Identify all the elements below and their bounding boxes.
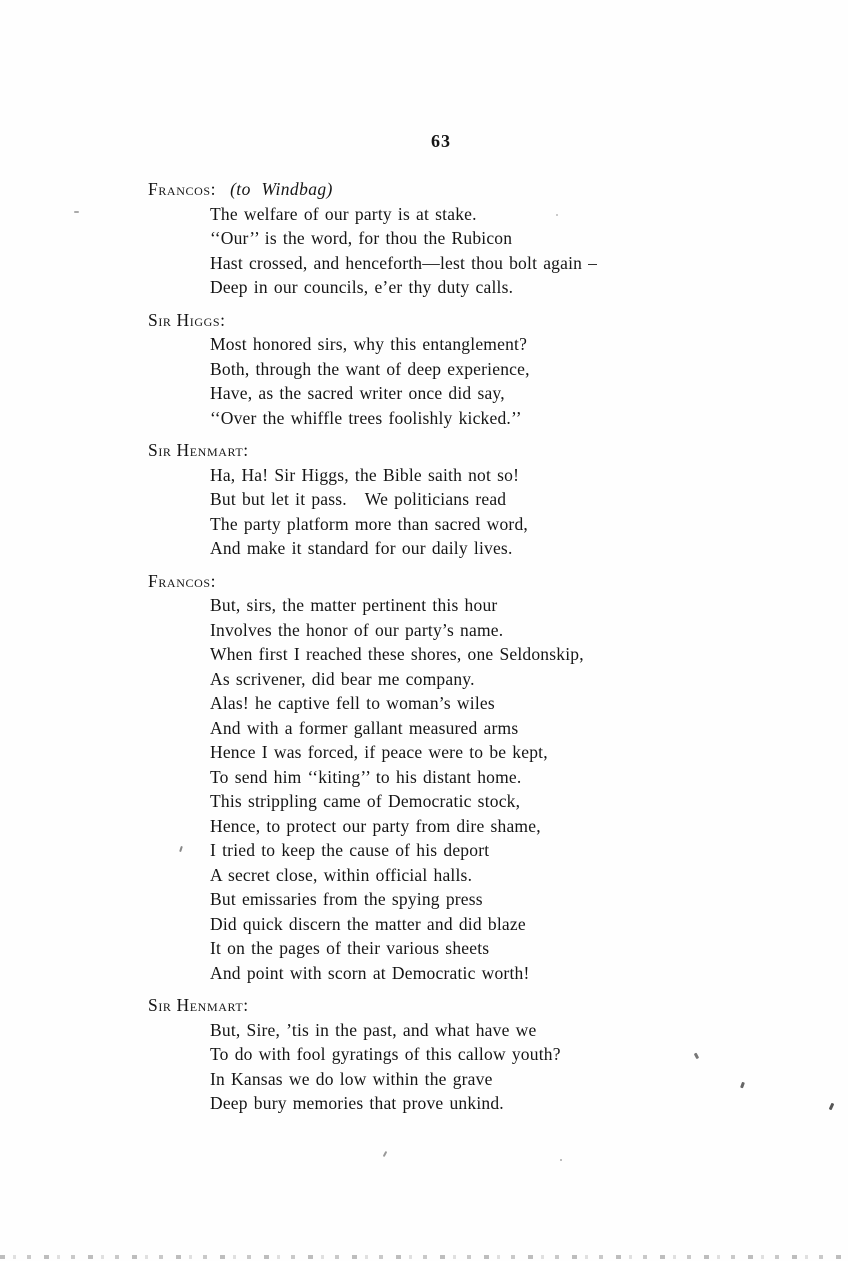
verse-line: But, Sire, ’tis in the past, and what have we [210,1019,537,1040]
verse-line: Did quick discern the matter and did blaze [210,913,526,934]
verse-line: And point with scorn at Democratic worth! [210,962,530,983]
verse-line: ‘‘Our’’ is the word, for thou the Rubicon [210,228,513,248]
scan-edge-artifact [0,1255,848,1259]
scan-speck [383,1151,388,1157]
verse-line: Hast crossed, and henceforth—lest thou bolt again – [210,252,598,273]
speaker-name: Francos: [148,179,217,199]
verse-line: Both, through the want of deep experience, [210,358,530,379]
verse-line: This strippling came of Democratic stock, [210,791,521,811]
verse-lines [210,332,818,430]
speaker-line [148,308,818,333]
speech-block [148,177,818,300]
verse-line: As scrivener, did bear me company. [210,668,475,689]
speaker-name: Sir Henmart: [148,995,249,1015]
verse-line: When first I reached these shores, one Seldonskip, [210,644,584,664]
verse-line: Hence, to protect our party from dire shame, [210,815,541,836]
stage-direction: (to Windbag) [230,179,333,199]
verse-line: And with a former gallant measured arms [210,717,519,738]
verse-lines [210,593,818,985]
verse-line: Involves the honor of our party’s name. [210,619,504,640]
speaker-name: Sir Higgs: [148,309,226,330]
verse-line: Have, as the sacred writer once did say, [210,383,505,403]
speeches [148,177,818,1124]
verse-line: Alas! he captive fell to woman’s wiles [210,693,495,713]
speaker-line [148,438,818,463]
speaker-name: Sir Henmart: [148,440,249,460]
speaker-line [148,177,818,202]
verse-line: Most honored sirs, why this entanglement? [210,334,528,354]
speech-block [148,308,818,431]
scan-speck [74,211,79,213]
verse-line: I tried to keep the cause of his deport [210,840,490,860]
verse-line: The welfare of our party is at stake. [210,203,477,224]
verse-line: But, sirs, the matter pertinent this hour [210,595,498,615]
verse-line: To do with fool gyratings of this callow youth? [210,1044,561,1064]
verse-line: In Kansas we do low within the grave [210,1068,493,1089]
speech-block [148,569,818,986]
speaker-line [148,569,818,594]
verse-line: Deep in our councils, e’er thy duty calls. [210,277,514,297]
verse-line: The party platform more than sacred word, [210,513,528,534]
verse-line: Ha, Ha! Sir Higgs, the Bible saith not so! [210,464,520,485]
verse-line: But but let it pass. We politicians read [210,489,507,509]
verse-lines [210,1018,818,1116]
verse-line: And make it standard for our daily lives. [210,538,513,558]
speech-block [148,993,818,1116]
scan-speck [560,1159,562,1161]
scan-speck [829,1103,835,1111]
verse-lines [210,463,818,561]
verse-line: Deep bury memories that prove unkind. [210,1093,504,1113]
verse-line: ‘‘Over the whiffle trees foolishly kicked.’’ [210,407,522,428]
verse-line: But emissaries from the spying press [210,889,483,909]
speaker-name: Francos: [148,570,217,591]
page-number: 63 [431,131,451,151]
verse-line: To send him ‘‘kiting’’ to his distant home. [210,766,522,787]
verse-line: It on the pages of their various sheets [210,938,490,958]
speaker-line [148,993,818,1018]
verse-line: Hence I was forced, if peace were to be kept, [210,742,548,762]
scan-speck [556,214,558,216]
speech-block [148,438,818,561]
verse-line: A secret close, within official halls. [210,864,473,885]
verse-lines [210,202,818,300]
